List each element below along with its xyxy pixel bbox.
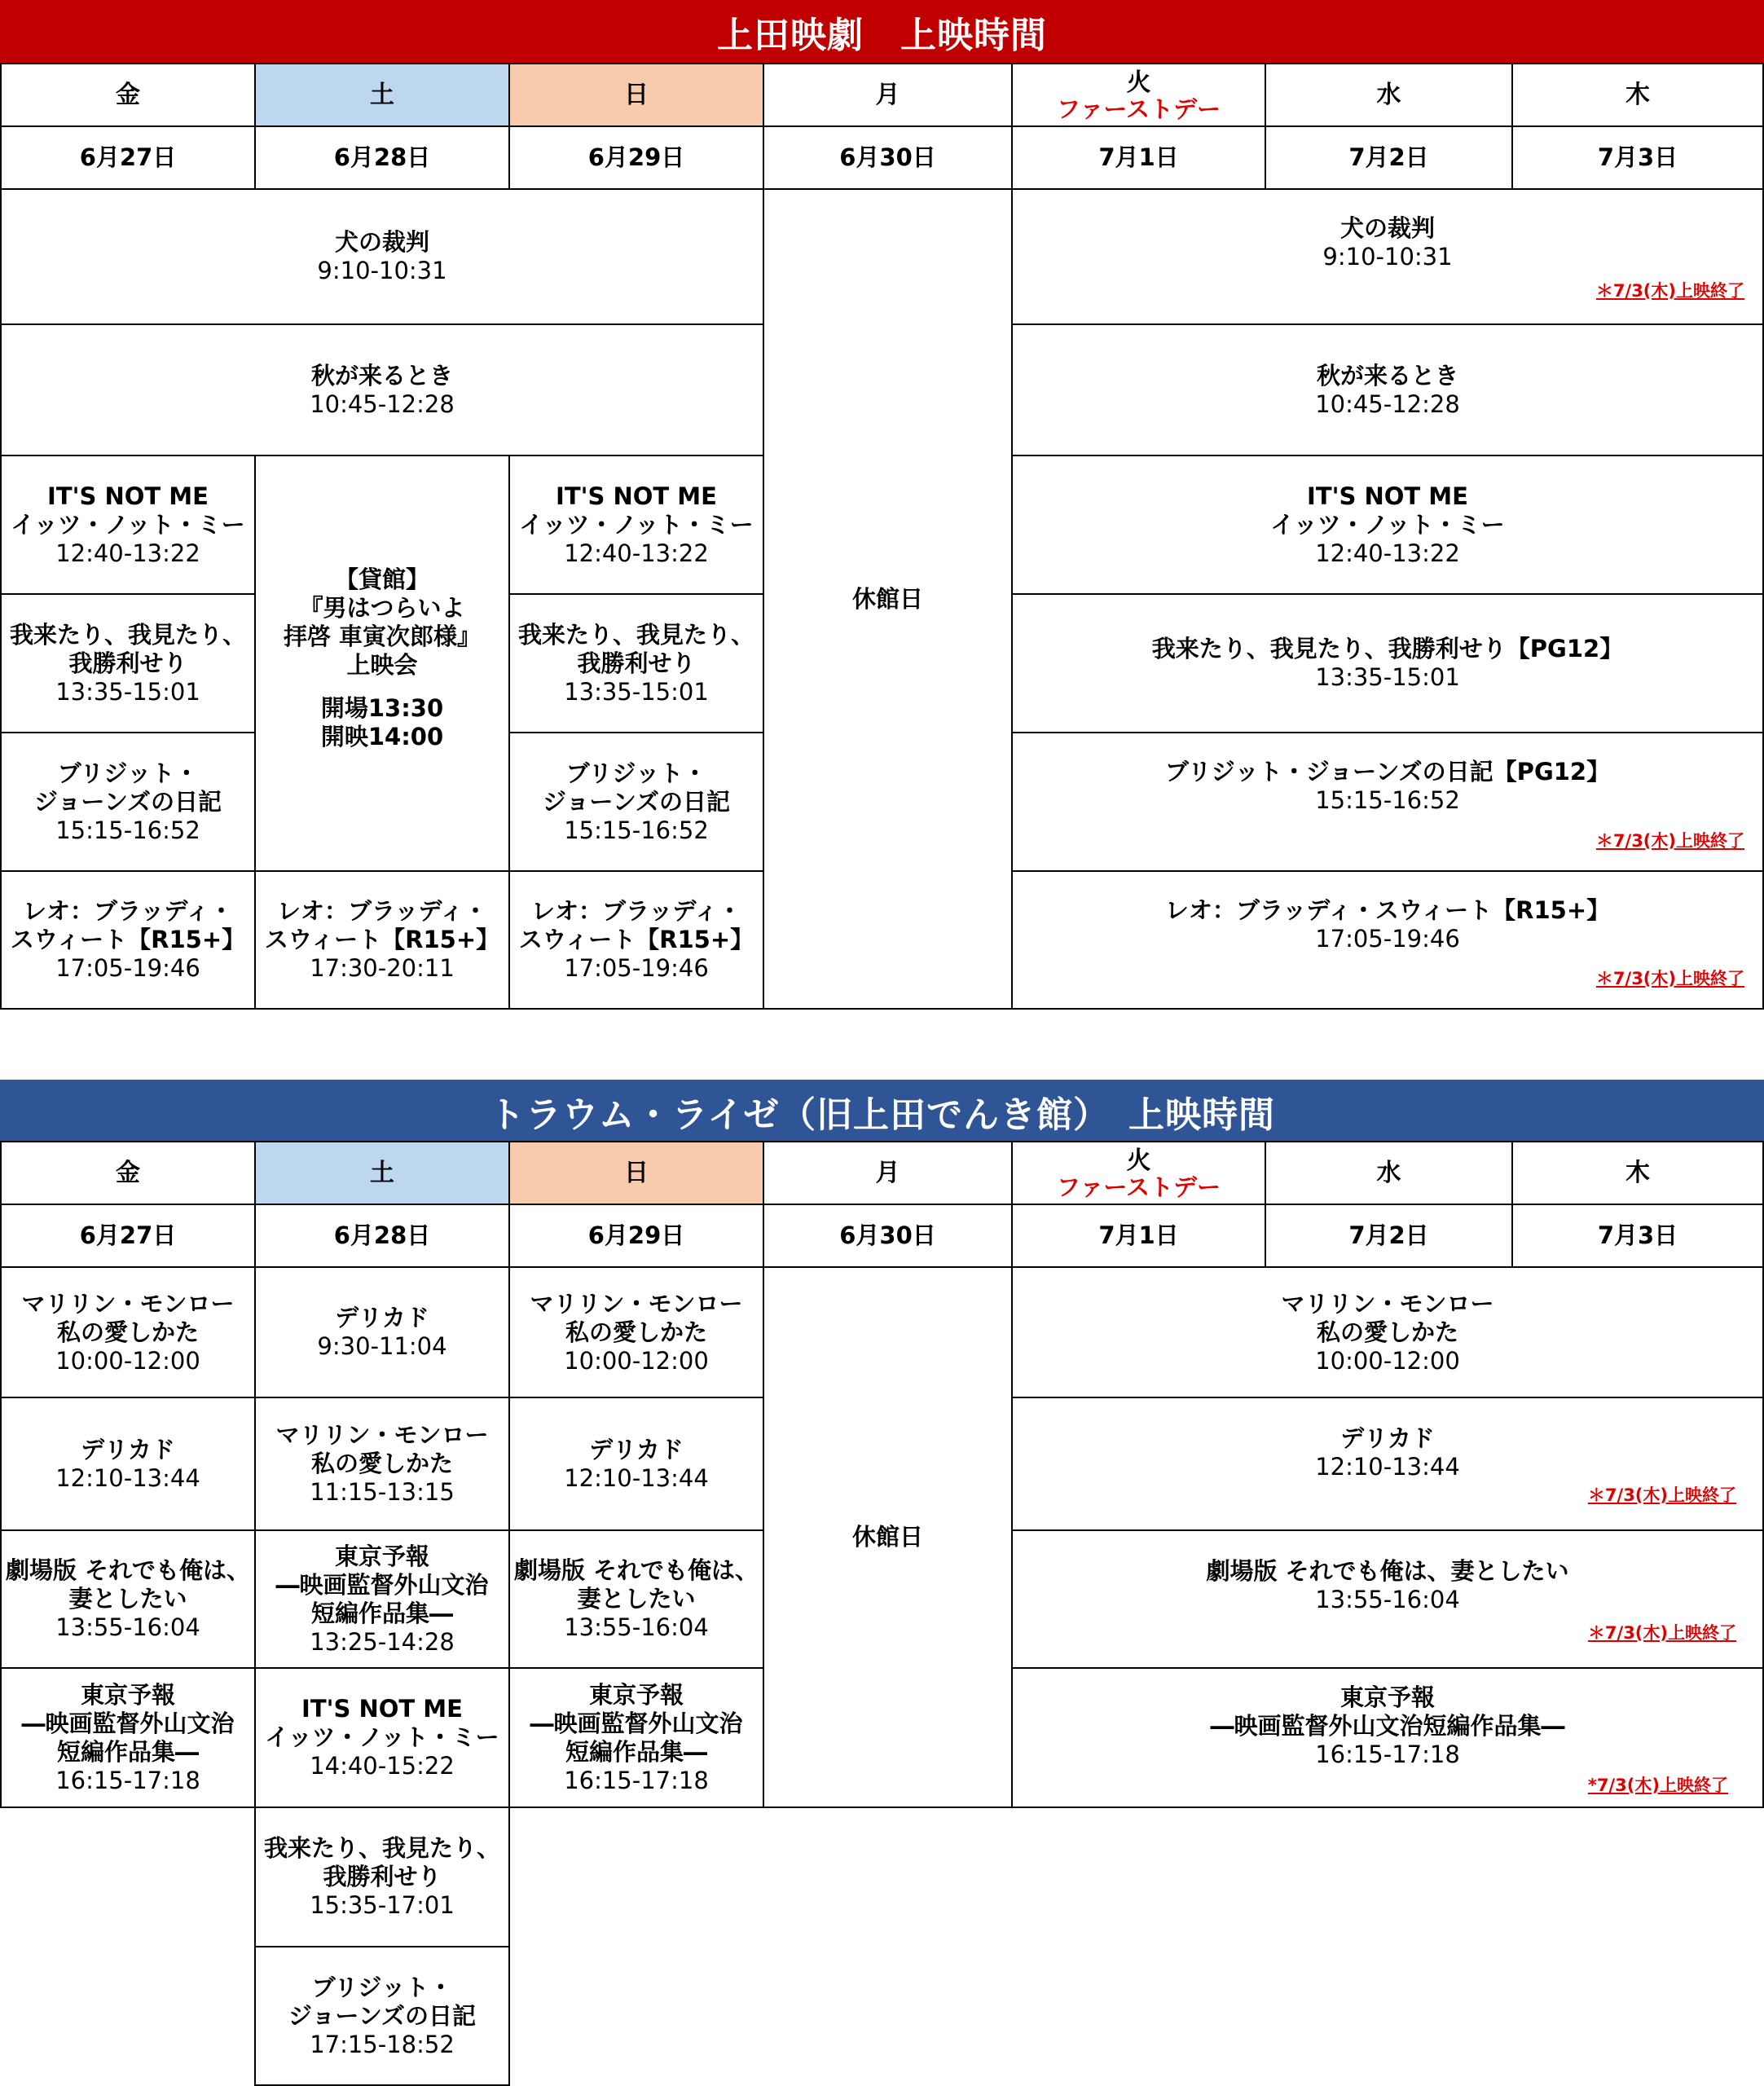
end-notice: *7/3(木)上映終了 bbox=[1587, 1776, 1728, 1795]
showtime-cell: 劇場版 それでも俺は、妻としたい 13:55-16:04 ＊7/3(木)上映終了 bbox=[1011, 1529, 1764, 1669]
showtime-cell: ブリジット・ ジョーンズの日記 17:15-18:52 bbox=[254, 1946, 510, 2086]
showtime-cell: デリカド 12:10-13:44 bbox=[508, 1397, 764, 1531]
day-thu: 木 bbox=[1511, 63, 1764, 127]
showtime-cell: デリカド 12:10-13:44 bbox=[0, 1397, 256, 1531]
showtime-cell: デリカド 12:10-13:44 ＊7/3(木)上映終了 bbox=[1011, 1397, 1764, 1531]
showtime-cell: レオ：ブラッディ・ スウィート【R15+】 17:05-19:46 bbox=[508, 870, 764, 1010]
date-mon: 6月30日 bbox=[763, 125, 1013, 190]
day-tue: 火 ファーストデー bbox=[1011, 1141, 1266, 1205]
showtime-cell: ブリジット・ ジョーンズの日記 15:15-16:52 bbox=[0, 732, 256, 872]
showtime-cell: 劇場版 それでも俺は、 妻としたい 13:55-16:04 bbox=[508, 1529, 764, 1669]
showtime-cell: 東京予報 ―映画監督外山文治 短編作品集― 13:25-14:28 bbox=[254, 1529, 510, 1669]
showtime-cell: ブリジット・ジョーンズの日記【PG12】 15:15-16:52 ＊7/3(木)上映終了 bbox=[1011, 732, 1764, 872]
date-wed: 7月2日 bbox=[1265, 125, 1513, 190]
showtime-cell: 秋が来るとき 10:45-12:28 bbox=[0, 323, 764, 456]
date-sat: 6月28日 bbox=[254, 125, 510, 190]
day-sat: 土 bbox=[254, 63, 510, 127]
showtime-cell: 秋が来るとき 10:45-12:28 bbox=[1011, 323, 1764, 456]
showtime-cell: 我来たり、我見たり、 我勝利せり 13:35-15:01 bbox=[508, 593, 764, 733]
showtime-cell: マリリン・モンロー 私の愛しかた 10:00-12:00 bbox=[1011, 1266, 1764, 1398]
date-sun: 6月29日 bbox=[508, 1204, 764, 1268]
showtime-cell: IT'S NOT ME イッツ・ノット・ミー 12:40-13:22 bbox=[0, 455, 256, 595]
showtime-cell: 犬の裁判 9:10-10:31 ＊7/3(木)上映終了 bbox=[1011, 188, 1764, 325]
date-tue: 7月1日 bbox=[1011, 125, 1266, 190]
day-sat: 土 bbox=[254, 1141, 510, 1205]
end-notice: ＊7/3(木)上映終了 bbox=[1595, 281, 1744, 301]
day-sun: 日 bbox=[508, 63, 764, 127]
day-wed: 水 bbox=[1265, 63, 1513, 127]
showtime-cell: ブリジット・ ジョーンズの日記 15:15-16:52 bbox=[508, 732, 764, 872]
date-mon: 6月30日 bbox=[763, 1204, 1013, 1268]
date-sat: 6月28日 bbox=[254, 1204, 510, 1268]
showtime-cell: IT'S NOT ME イッツ・ノット・ミー 12:40-13:22 bbox=[1011, 455, 1764, 595]
section1-title: 上田映劇 上映時間 bbox=[0, 0, 1764, 63]
date-thu: 7月3日 bbox=[1511, 125, 1764, 190]
date-wed: 7月2日 bbox=[1265, 1204, 1513, 1268]
showtime-cell: IT'S NOT ME イッツ・ノット・ミー 14:40-15:22 bbox=[254, 1667, 510, 1808]
date-fri: 6月27日 bbox=[0, 125, 256, 190]
showtime-cell: レオ：ブラッディ・スウィート【R15+】 17:05-19:46 ＊7/3(木)上映終了 bbox=[1011, 870, 1764, 1010]
day-mon: 月 bbox=[763, 63, 1013, 127]
closed-day-cell: 休館日 bbox=[763, 1266, 1013, 1808]
showtime-cell: 我来たり、我見たり、 我勝利せり 15:35-17:01 bbox=[254, 1807, 510, 1947]
section2-title: トラウム・ライゼ（旧上田でんき館） 上映時間 bbox=[0, 1080, 1764, 1142]
showtime-cell: 我来たり、我見たり、我勝利せり【PG12】 13:35-15:01 bbox=[1011, 593, 1764, 733]
showtime-cell: マリリン・モンロー 私の愛しかた 11:15-13:15 bbox=[254, 1397, 510, 1531]
showtime-cell: 劇場版 それでも俺は、 妻としたい 13:55-16:04 bbox=[0, 1529, 256, 1669]
showtime-cell: 東京予報 ―映画監督外山文治短編作品集― 16:15-17:18 *7/3(木)上映終了 bbox=[1011, 1667, 1764, 1808]
showtime-cell: IT'S NOT ME イッツ・ノット・ミー 12:40-13:22 bbox=[508, 455, 764, 595]
day-thu: 木 bbox=[1511, 1141, 1764, 1205]
day-mon: 月 bbox=[763, 1141, 1013, 1205]
day-sun: 日 bbox=[508, 1141, 764, 1205]
day-wed: 水 bbox=[1265, 1141, 1513, 1205]
showtime-cell: マリリン・モンロー 私の愛しかた 10:00-12:00 bbox=[0, 1266, 256, 1398]
end-notice: ＊7/3(木)上映終了 bbox=[1595, 969, 1744, 988]
day-tue: 火 ファーストデー bbox=[1011, 63, 1266, 127]
day-fri: 金 bbox=[0, 63, 256, 127]
showtime-cell: レオ：ブラッディ・ スウィート【R15+】 17:05-19:46 bbox=[0, 870, 256, 1010]
end-notice: ＊7/3(木)上映終了 bbox=[1587, 1485, 1736, 1505]
showtime-cell: 東京予報 ―映画監督外山文治 短編作品集― 16:15-17:18 bbox=[0, 1667, 256, 1808]
date-fri: 6月27日 bbox=[0, 1204, 256, 1268]
showtime-cell: レオ：ブラッディ・ スウィート【R15+】 17:30-20:11 bbox=[254, 870, 510, 1010]
showtime-cell: 東京予報 ―映画監督外山文治 短編作品集― 16:15-17:18 bbox=[508, 1667, 764, 1808]
showtime-cell: 犬の裁判 9:10-10:31 bbox=[0, 188, 764, 325]
showtime-cell: デリカド 9:30-11:04 bbox=[254, 1266, 510, 1398]
rental-event-cell: 【貸館】 『男はつらいよ 拝啓 車寅次郎様』 上映会 開場13:30 開映14:00 bbox=[254, 455, 510, 874]
day-fri: 金 bbox=[0, 1141, 256, 1205]
date-tue: 7月1日 bbox=[1011, 1204, 1266, 1268]
showtime-cell: マリリン・モンロー 私の愛しかた 10:00-12:00 bbox=[508, 1266, 764, 1398]
first-day-label: ファーストデー bbox=[1057, 95, 1221, 123]
end-notice: ＊7/3(木)上映終了 bbox=[1595, 831, 1744, 851]
first-day-label: ファーストデー bbox=[1057, 1173, 1221, 1201]
date-sun: 6月29日 bbox=[508, 125, 764, 190]
closed-day-cell: 休館日 bbox=[763, 188, 1013, 1010]
date-thu: 7月3日 bbox=[1511, 1204, 1764, 1268]
showtime-cell: 我来たり、我見たり、 我勝利せり 13:35-15:01 bbox=[0, 593, 256, 733]
end-notice: ＊7/3(木)上映終了 bbox=[1587, 1623, 1736, 1643]
